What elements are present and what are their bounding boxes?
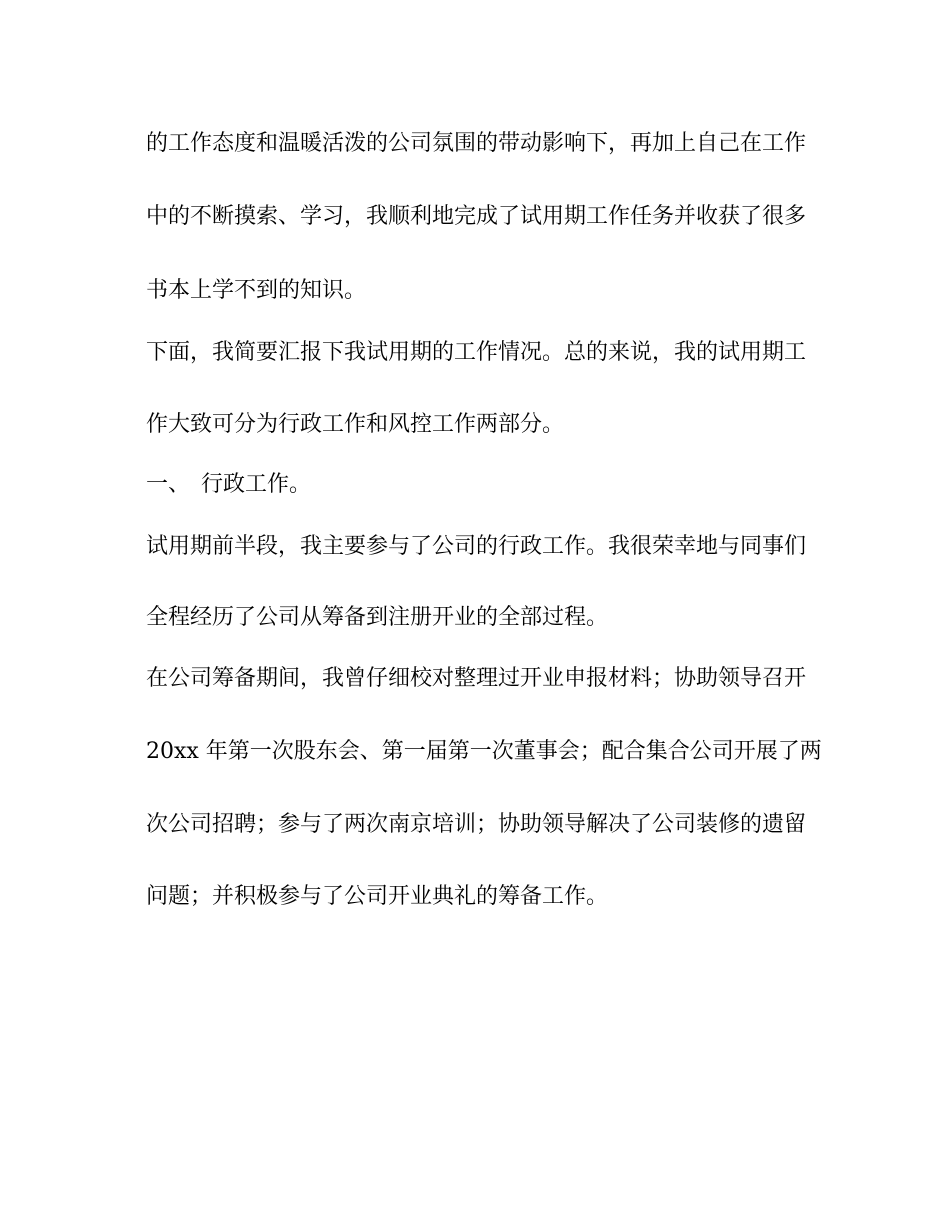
paragraph-1-line-2: 中的不断摸索、学习，我顺利地完成了试用期工作任务并收获了很多: [146, 204, 807, 229]
paragraph-3-line-2: 全程经历了公司从筹备到注册开业的全部过程。: [146, 605, 609, 630]
section-heading: 一、 行政工作。: [146, 472, 312, 497]
paragraph-4-line-4: 问题；并积极参与了公司开业典礼的筹备工作。: [146, 884, 609, 909]
paragraph-3-line-1: 试用期前半段，我主要参与了公司的行政工作。我很荣幸地与同事们: [146, 534, 807, 559]
paragraph-2-line-1: 下面，我简要汇报下我试用期的工作情况。总的来说，我的试用期工: [146, 340, 807, 365]
paragraph-1-line-1: 的工作态度和温暖活泼的公司氛围的带动影响下，再加上自己在工作: [146, 131, 807, 156]
paragraph-4-line-3: 次公司招聘；参与了两次南京培训；协助领导解决了公司装修的遗留: [146, 812, 807, 837]
paragraph-4-line-2: 20xx 年第一次股东会、第一届第一次董事会；配合集合公司开展了两: [146, 739, 822, 764]
paragraph-1-line-3: 书本上学不到的知识。: [146, 278, 367, 303]
paragraph-2-line-2: 作大致可分为行政工作和风控工作两部分。: [146, 412, 565, 437]
paragraph-4-line-1: 在公司筹备期间，我曾仔细校对整理过开业申报材料；协助领导召开: [146, 666, 807, 691]
